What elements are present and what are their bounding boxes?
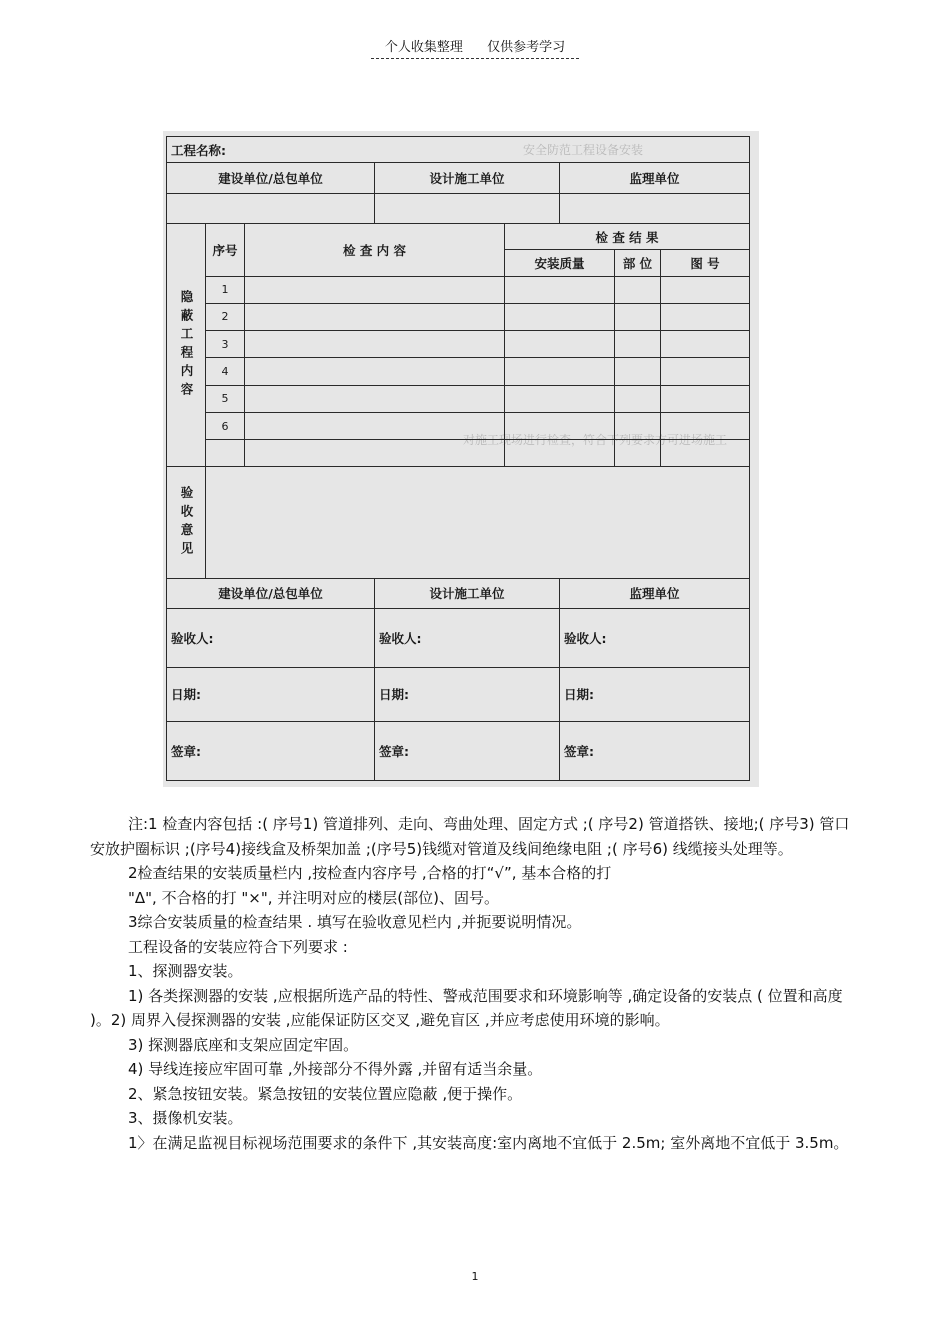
supervision-unit-header: 监理单位 [560, 163, 750, 193]
construction-unit-value[interactable] [167, 193, 375, 223]
content-cell[interactable] [245, 358, 505, 385]
design-acceptor-field[interactable]: 验收人: [375, 609, 560, 668]
content-cell[interactable] [245, 276, 505, 303]
location-cell[interactable] [615, 412, 661, 439]
supervision-date-field[interactable]: 日期: [560, 667, 750, 722]
content-cell[interactable] [245, 385, 505, 412]
content-cell[interactable] [245, 412, 505, 439]
construction-seal-field[interactable]: 签章: [167, 722, 375, 781]
content-cell[interactable] [245, 331, 505, 358]
supervision-seal-field[interactable]: 签章: [560, 722, 750, 781]
supervision-acceptor-field[interactable]: 验收人: [560, 609, 750, 668]
page-number: 1 [471, 1270, 479, 1283]
location-cell[interactable] [615, 385, 661, 412]
bleed-through-text: 对施工现场进行检查，符合下列要求方可进场施工 [463, 433, 728, 447]
design-unit-value[interactable] [375, 193, 560, 223]
note-paragraph: 1、探测器安装。 [128, 962, 243, 980]
drawing-cell[interactable] [661, 331, 750, 358]
quality-cell[interactable] [505, 412, 615, 439]
page-header [0, 36, 950, 59]
construction-acceptor-field[interactable]: 验收人: [167, 609, 375, 668]
quality-cell[interactable] [505, 303, 615, 330]
note-paragraph: 工程设备的安装应符合下列要求 : [128, 937, 348, 956]
quality-cell[interactable] [505, 276, 615, 303]
header-left-text: 个人收集整理 [384, 40, 463, 55]
quality-cell[interactable] [505, 331, 615, 358]
col-no-header: 序号 [206, 223, 245, 276]
design-date-field[interactable]: 日期: [375, 667, 560, 722]
quality-cell[interactable] [505, 385, 615, 412]
hidden-work-label: 隐蔽工程内容 [167, 223, 206, 467]
note-paragraph: 4) 导线连接应牢固可靠 ,外接部分不得外露 ,并留有适当余量。 [128, 1060, 543, 1078]
row-number: 4 [206, 358, 245, 385]
location-cell[interactable] [615, 303, 661, 330]
note-paragraph: 3综合安装质量的检查结果 . 填写在验收意见栏内 ,并扼要说明情况。 [128, 913, 582, 931]
content-cell[interactable] [245, 303, 505, 330]
supervision-unit-value[interactable] [560, 193, 750, 223]
row-number [206, 440, 245, 467]
note-paragraph: 2检查结果的安装质量栏内 ,按检查内容序号 ,合格的打“√”, 基本合格的打 [128, 864, 612, 882]
scanned-inspection-form [163, 131, 759, 787]
sign-construction-unit-header: 建设单位/总包单位 [167, 578, 375, 608]
construction-unit-header: 建设单位/总包单位 [167, 163, 375, 193]
drawing-cell[interactable] [661, 440, 750, 467]
design-seal-field[interactable]: 签章: [375, 722, 560, 781]
drawing-cell[interactable] [661, 276, 750, 303]
project-name-field[interactable]: 工程名称: [167, 137, 750, 163]
note-paragraph: 注:1 检查内容包括 :( 序号1) 管道排列、走向、弯曲处理、固定方式 ;( 序号2) 管道搭铁、接地;( 序号3) 管口安放护圈标识 ;(序号4)接线盒及桥架加盖 ;(序号5)钱缆对管道及线间绝缘电阻 ;( 序号6) 线缆接头处理等。 [90, 815, 850, 858]
col-result-header: 检 查 结 果 [505, 223, 750, 249]
col-content-header: 检 查 内 容 [245, 223, 505, 276]
sign-design-unit-header: 设计施工单位 [375, 578, 560, 608]
row-number: 1 [206, 276, 245, 303]
design-unit-header: 设计施工单位 [375, 163, 560, 193]
notes-body [90, 812, 860, 1155]
drawing-cell[interactable] [661, 412, 750, 439]
row-number: 5 [206, 385, 245, 412]
acceptance-opinion-label: 验收意见 [167, 467, 206, 578]
note-paragraph: 3) 探测器底座和支架应固定牢固。 [128, 1035, 359, 1054]
row-number: 2 [206, 303, 245, 330]
note-paragraph: 3、摄像机安装。 [128, 1109, 243, 1127]
drawing-cell[interactable] [661, 385, 750, 412]
header-right-text: 仅供参考学习 [487, 40, 566, 55]
location-cell[interactable] [615, 440, 661, 467]
quality-cell[interactable] [505, 440, 615, 467]
content-cell[interactable] [245, 440, 505, 467]
location-cell[interactable] [615, 276, 661, 303]
note-paragraph: 2、紧急按钮安装。紧急按钮的安装位置应隐蔽 ,便于操作。 [128, 1084, 523, 1103]
quality-cell[interactable] [505, 358, 615, 385]
location-cell[interactable] [615, 331, 661, 358]
location-cell[interactable] [615, 358, 661, 385]
construction-date-field[interactable]: 日期: [167, 667, 375, 722]
note-paragraph: "Δ", 不合格的打 "×", 并注明对应的楼层(部位)、固号。 [128, 888, 499, 907]
row-number: 6 [206, 412, 245, 439]
col-drawing-header: 图 号 [661, 250, 750, 276]
inspection-form-table [166, 136, 750, 781]
drawing-cell[interactable] [661, 303, 750, 330]
col-location-header: 部 位 [615, 250, 661, 276]
drawing-cell[interactable] [661, 358, 750, 385]
col-quality-header: 安装质量 [505, 250, 615, 276]
note-paragraph: 1) 各类探测器的安装 ,应根据所选产品的特性、警戒范围要求和环境影响等 ,确定设备的安装点 ( 位置和高度 )。2) 周界入侵探测器的安装 ,应能保证防区交叉 ,避免盲区 ,并应考虑使用环境的影响。 [90, 986, 843, 1029]
acceptance-opinion-field[interactable] [206, 467, 750, 578]
sign-supervision-unit-header: 监理单位 [560, 578, 750, 608]
note-paragraph: 1〉在满足监视目标视场范围要求的条件下 ,其安装高度:室内离地不宜低于 2.5m; 室外离地不宜低于 3.5m。 [128, 1133, 849, 1152]
row-number: 3 [206, 331, 245, 358]
bleed-through-text: 安全防范工程设备安装 [523, 143, 644, 157]
